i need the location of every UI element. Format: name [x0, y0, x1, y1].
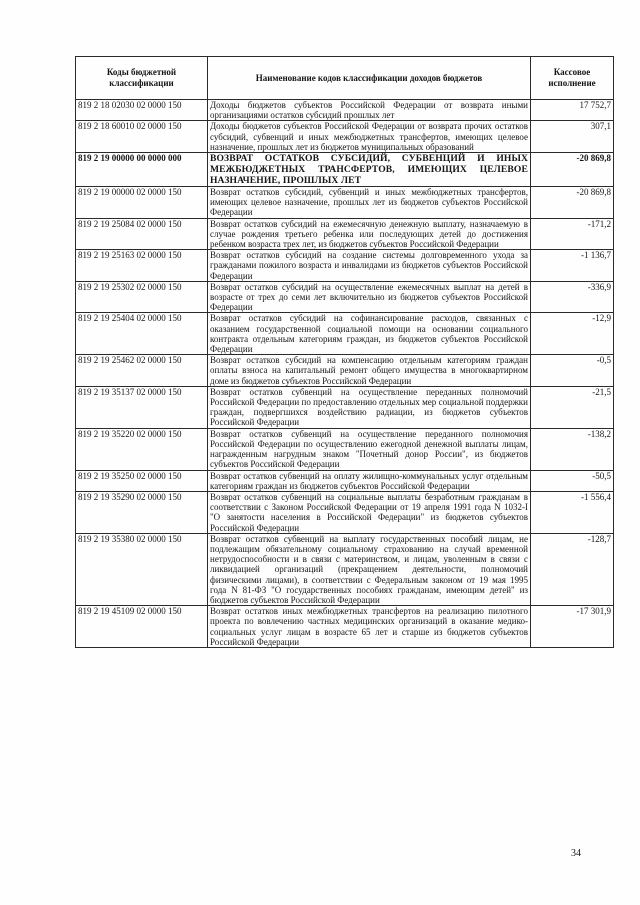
row-code: 819 2 19 35380 02 0000 150 [76, 533, 208, 605]
row-name: Доходы бюджетов субъектов Российской Федерации от возврата прочих остатков субсидий, субвенций и иных межбюджетных трансфертов, имеющих целевое назначение, прошлых лет из бюджетов муниципальных образований [208, 121, 531, 153]
table-row [76, 187, 614, 219]
table-row [76, 428, 614, 470]
table-header-row [76, 57, 614, 100]
row-code: 819 2 19 35137 02 0000 150 [76, 386, 208, 428]
table-row [76, 386, 614, 428]
row-code: 819 2 18 02030 02 0000 150 [76, 100, 208, 121]
row-amount: -0,5 [531, 355, 614, 387]
row-name: Возврат остатков субсидий, субвенций и иных межбюджетных трансфертов, имеющих целевое назначение, прошлых лет из бюджетов субъектов Российской Федерации [208, 187, 531, 219]
table-row [76, 218, 614, 250]
row-name: Возврат остатков субвенций на социальные выплаты безработным гражданам в соответствии с Законом Российской Федерации от 19 апреля 1991 года N 1032-I "О занятости населения в Российской Федерации" из бюджетов субъектов Российской Федерации [208, 491, 531, 533]
row-code: 819 2 19 35290 02 0000 150 [76, 491, 208, 533]
row-amount: -1 556,4 [531, 491, 614, 533]
row-name: Возврат остатков субсидий на ежемесячную денежную выплату, назначаемую в случае рождения третьего ребенка или последующих детей до достижения ребенком возраста трех лет, из бюджетов субъектов Российской Федерации [208, 218, 531, 250]
table-row [76, 606, 614, 648]
row-name: Возврат остатков иных межбюджетных трансфертов на реализацию пилотного проекта по вовлечению частных медицинских организаций в оказание медико-социальных услуг лицам в возрасте 65 лет и старше из бюджетов субъектов Российской Федерации [208, 606, 531, 648]
row-code: 819 2 19 25163 02 0000 150 [76, 250, 208, 282]
table-row [76, 153, 614, 187]
row-amount: -20 869,8 [531, 187, 614, 219]
row-name: Возврат остатков субсидий на компенсацию отдельным категориям граждан оплаты взноса на капитальный ремонт общего имущества в многоквартирном доме из бюджетов субъектов Российской Федерации [208, 355, 531, 387]
row-amount: -12,9 [531, 313, 614, 355]
row-code: 819 2 19 25404 02 0000 150 [76, 313, 208, 355]
row-amount: -1 136,7 [531, 250, 614, 282]
row-name: Возврат остатков субсидий на софинансирование расходов, связанных с оказанием государственной социальной помощи на основании социального контракта отдельным категориям граждан, из бюджетов субъектов Российской Федерации [208, 313, 531, 355]
header-amount: Кассовое исполнение [531, 57, 614, 100]
row-name: ВОЗВРАТ ОСТАТКОВ СУБСИДИЙ, СУБВЕНЦИЙ И ИНЫХ МЕЖБЮДЖЕТНЫХ ТРАНСФЕРТОВ, ИМЕЮЩИХ ЦЕЛЕВОЕ НАЗНАЧЕНИЕ, ПРОШЛЫХ ЛЕТ [208, 153, 531, 187]
row-code: 819 2 19 35220 02 0000 150 [76, 428, 208, 470]
row-amount: 307,1 [531, 121, 614, 153]
row-name: Доходы бюджетов субъектов Российской Федерации от возврата иными организациями остатков субсидий прошлых лет [208, 100, 531, 121]
row-code: 819 2 19 00000 02 0000 150 [76, 187, 208, 219]
row-code: 819 2 19 45109 02 0000 150 [76, 606, 208, 648]
table-row [76, 100, 614, 121]
row-name: Возврат остатков субвенций на осуществление переданного полномочия Российской Федерации по осуществлению ежегодной денежной выплаты лицам, награжденным нагрудным знаком "Почетный донор России", из бюджетов субъектов Российской Федерации [208, 428, 531, 470]
row-code: 819 2 19 25302 02 0000 150 [76, 281, 208, 313]
row-code: 819 2 18 60010 02 0000 150 [76, 121, 208, 153]
row-amount: -50,5 [531, 470, 614, 491]
page-number: 34 [571, 848, 581, 859]
table-row [76, 121, 614, 153]
table-row [76, 313, 614, 355]
row-name: Возврат остатков субвенций на выплату государственных пособий лицам, не подлежащим обязательному социальному страхованию на случай временной нетрудоспособности и в связи с материнством, и лицам, уволенным в связи с ликвидацией организаций (прекращением деятельности, полномочий физическими лицами), в соответствии с Федеральным законом от 19 мая 1995 года N 81-ФЗ "О государственных пособиях гражданам, имеющим детей" из бюджетов субъектов Российской Федерации [208, 533, 531, 605]
header-code: Коды бюджетной классификации [76, 57, 208, 100]
row-amount: -138,2 [531, 428, 614, 470]
row-code: 819 2 19 00000 00 0000 000 [76, 153, 208, 187]
row-code: 819 2 19 35250 02 0000 150 [76, 470, 208, 491]
row-code: 819 2 19 25462 02 0000 150 [76, 355, 208, 387]
table-body [76, 100, 614, 648]
row-amount: -336,9 [531, 281, 614, 313]
row-amount: -128,7 [531, 533, 614, 605]
budget-revenue-table [75, 56, 614, 648]
row-name: Возврат остатков субвенций на осуществление переданных полномочий Российской Федерации по предоставлению отдельных мер социальной поддержки граждан, подвергшихся воздействию радиации, из бюджетов субъектов Российской Федерации [208, 386, 531, 428]
row-amount: -17 301,9 [531, 606, 614, 648]
row-amount: -20 869,8 [531, 153, 614, 187]
table-row [76, 470, 614, 491]
table-row [76, 355, 614, 387]
row-name: Возврат остатков субвенций на оплату жилищно-коммунальных услуг отдельным категориям граждан из бюджетов субъектов Российской Федерации [208, 470, 531, 491]
table-row [76, 250, 614, 282]
row-amount: -21,5 [531, 386, 614, 428]
row-name: Возврат остатков субсидий на создание системы долговременного ухода за гражданами пожилого возраста и инвалидами из бюджетов субъектов Российской Федерации [208, 250, 531, 282]
row-amount: -171,2 [531, 218, 614, 250]
row-name: Возврат остатков субсидий на осуществление ежемесячных выплат на детей в возрасте от трех до семи лет включительно из бюджетов субъектов Российской Федерации [208, 281, 531, 313]
table-row [76, 491, 614, 533]
row-code: 819 2 19 25084 02 0000 150 [76, 218, 208, 250]
table-row [76, 533, 614, 605]
header-name: Наименование кодов классификации доходов бюджетов [208, 57, 531, 100]
row-amount: 17 752,7 [531, 100, 614, 121]
table-row [76, 281, 614, 313]
